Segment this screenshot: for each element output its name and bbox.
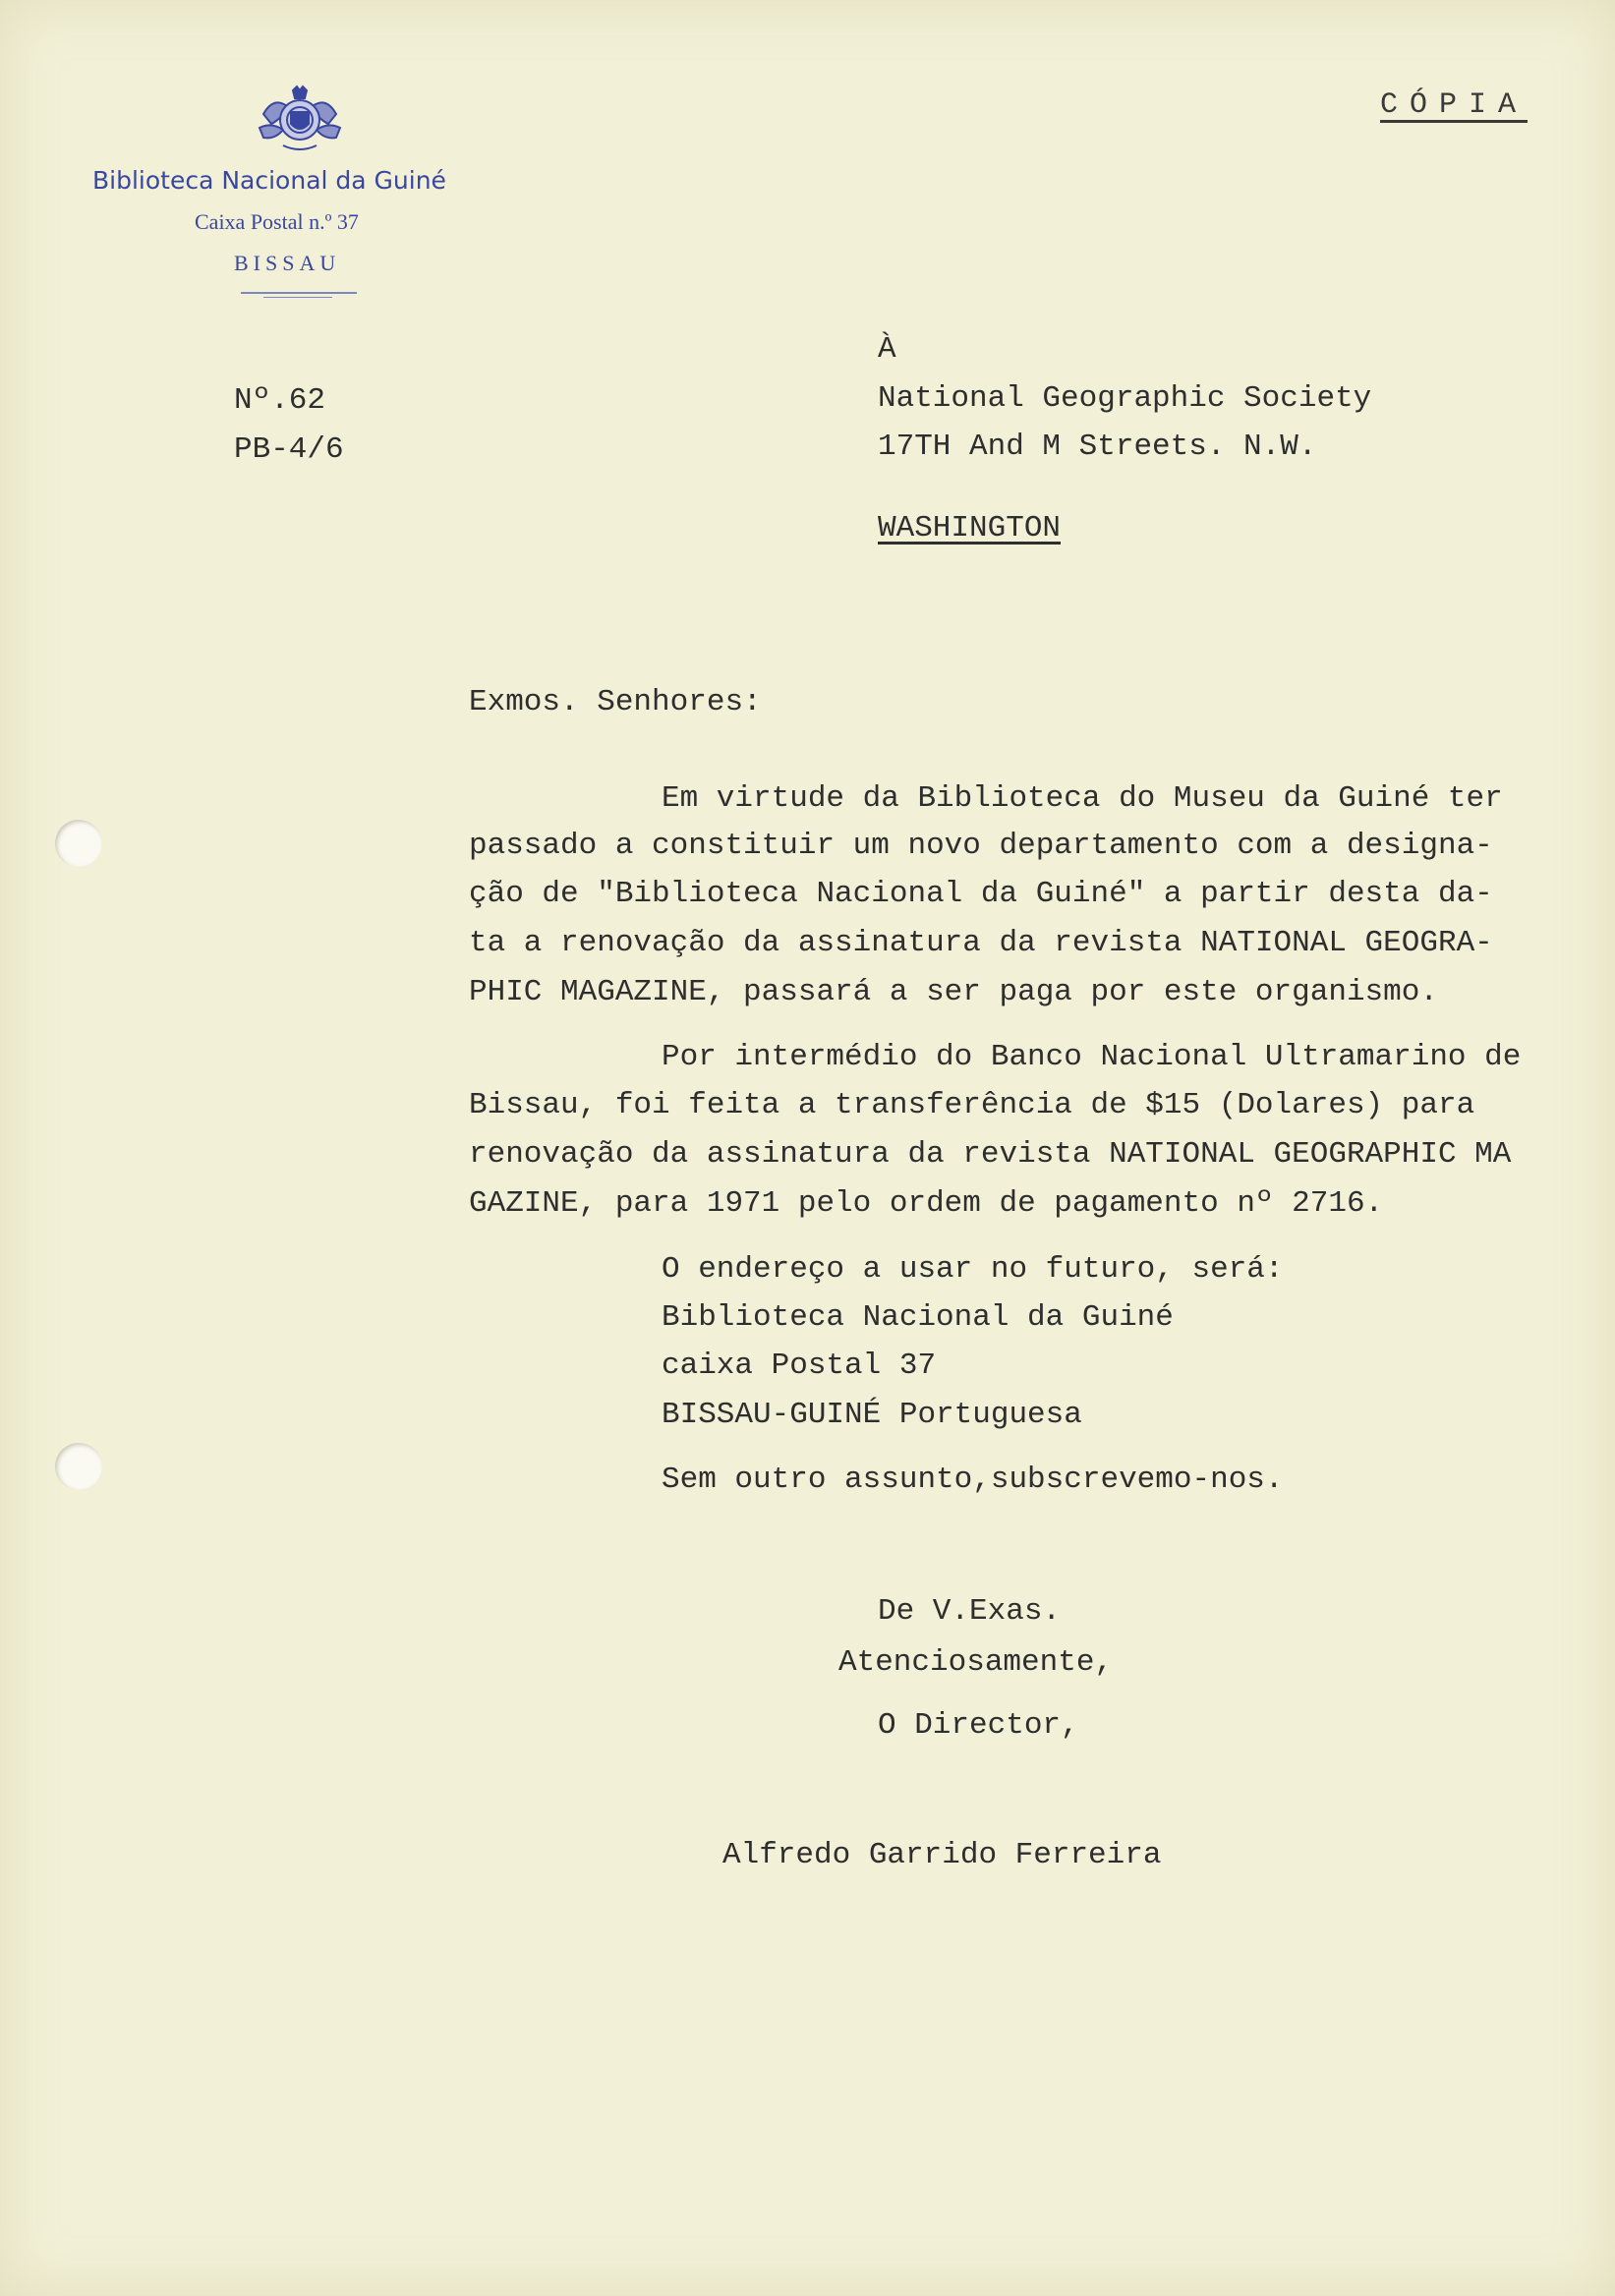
signer-name: Alfredo Garrido Ferreira — [722, 1838, 1162, 1872]
recipient-prefix: À — [878, 332, 896, 367]
signoff-line-1: De V.Exas. — [878, 1594, 1062, 1629]
address-line: caixa Postal 37 — [662, 1349, 937, 1383]
address-intro: O endereço a usar no futuro, será: — [662, 1252, 1284, 1287]
paragraph-2-line: GAZINE, para 1971 pelo ordem de pagamento nº 2716. — [469, 1186, 1384, 1221]
address-line: Biblioteca Nacional da Guiné — [662, 1300, 1174, 1335]
salutation: Exmos. Senhores: — [469, 685, 762, 719]
letterhead-divider-short — [263, 297, 332, 298]
closing-line: Sem outro assunto,subscrevemo-nos. — [662, 1463, 1284, 1497]
recipient-street: 17TH And M Streets. N.W. — [878, 430, 1317, 464]
letterhead-institution: Biblioteca Nacional da Guiné — [92, 166, 446, 195]
address-line: BISSAU-GUINÉ Portuguesa — [662, 1398, 1082, 1432]
signoff-line-2: Atenciosamente, — [838, 1645, 1114, 1680]
paragraph-1-line: ta a renovação da assinatura da revista NATIONAL GEOGRA- — [469, 926, 1493, 960]
paragraph-1-line: ção de "Biblioteca Nacional da Guiné" a partir desta da- — [469, 877, 1493, 911]
paragraph-1-line: passado a constituir um novo departamento com a designa- — [469, 829, 1493, 863]
letterhead-divider — [241, 292, 357, 294]
paragraph-2-line: renovação da assinatura da revista NATIONAL GEOGRAPHIC MA — [469, 1137, 1512, 1172]
letterhead-postal: Caixa Postal n.º 37 — [195, 209, 359, 234]
recipient-name: National Geographic Society — [878, 381, 1372, 416]
signoff-line-3: O Director, — [878, 1708, 1079, 1743]
punch-hole — [55, 820, 102, 867]
reference-code: PB-4/6 — [234, 432, 344, 467]
paragraph-2-line: Por intermédio do Banco Nacional Ultramarino de — [662, 1040, 1522, 1074]
paragraph-1-line: PHIC MAGAZINE, passará a ser paga por este organismo. — [469, 975, 1438, 1009]
paragraph-2-line: Bissau, foi feita a transferência de $15 (Dolares) para — [469, 1088, 1475, 1122]
coat-of-arms-icon — [254, 85, 346, 155]
reference-number: Nº.62 — [234, 383, 326, 418]
recipient-city: WASHINGTON — [878, 511, 1062, 545]
letterhead-city: BISSAU — [234, 251, 341, 275]
punch-hole — [55, 1443, 102, 1490]
copy-mark: CÓPIA — [1380, 88, 1528, 122]
paragraph-1-line: Em virtude da Biblioteca do Museu da Guiné ter — [662, 781, 1503, 816]
